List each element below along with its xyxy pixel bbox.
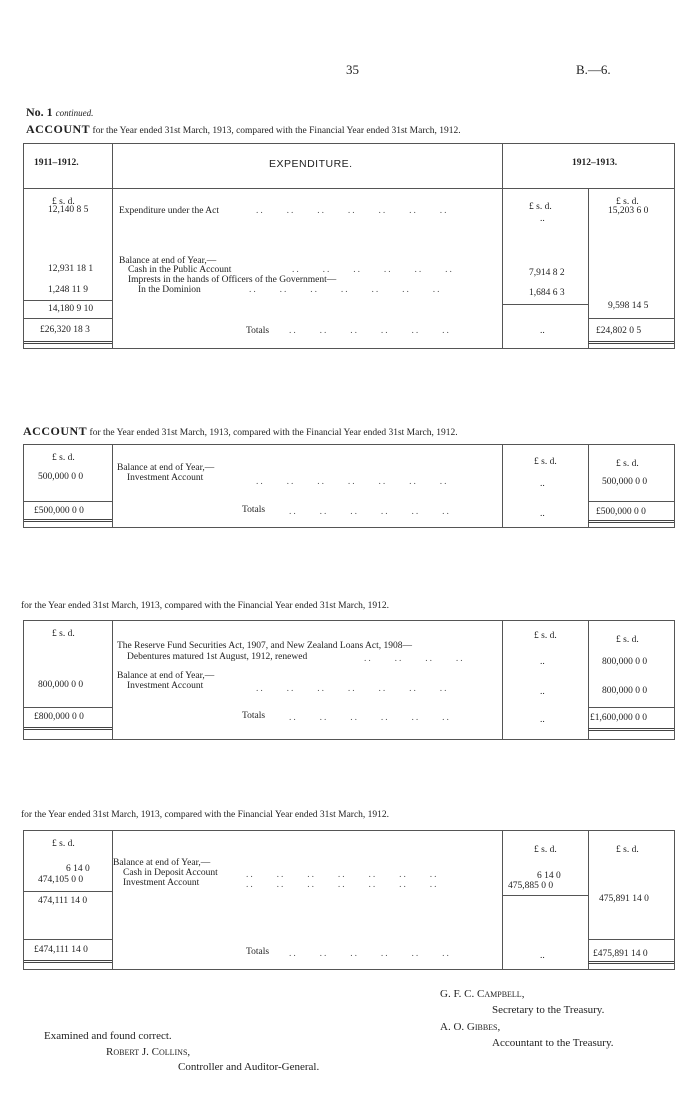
account1-title-text: for the Year ended 31st March, 1913, compared with the Financial Year ended 31st March, 1912. [92,126,461,136]
gibbes-name: A. O. Gibbes, [440,1021,501,1033]
a3-cur-right: £ s. d. [616,635,639,645]
continued-note: continued. [55,108,94,118]
dom-dots: .. .. .. .. .. .. .. [249,285,442,295]
account1-title [26,122,461,137]
account2-word: ACCOUNT [23,424,88,438]
a4-tot-mid: .. [540,951,545,961]
examined-note: Examined and found correct. [44,1030,172,1042]
a2-bal-label: Balance at end of Year,— [117,463,215,473]
a2-tot-right: £500,000 0 0 [596,507,646,517]
campbell-title: Secretary to the Treasury. [492,1004,605,1016]
page-number: 35 [346,62,359,77]
a3-tot-right: £1,600,000 0 0 [590,713,647,723]
a4-sub-right: 475,891 14 0 [599,894,649,904]
col-expenditure: EXPENDITURE. [269,158,353,170]
a3-tot-left: £800,000 0 0 [34,712,84,722]
sub-left: 14,180 9 10 [48,304,94,314]
a2-inv-right: 500,000 0 0 [602,477,648,487]
a4-cur-left: £ s. d. [52,839,75,849]
a3-tot-mid: .. [540,715,545,725]
a2-inv-mid: .. [540,479,545,489]
a2-cur-left: £ s. d. [52,453,75,463]
col-1911-1912: 1911–1912. [34,158,79,168]
campbell-name: G. F. C. Campbell, [440,988,525,1000]
account2-title [23,424,458,439]
a3-inv-left: 800,000 0 0 [38,680,84,690]
gibbes-title: Accountant to the Treasury. [492,1037,614,1049]
document-reference: B.—6. [576,62,611,77]
a2-inv-label: Investment Account [127,473,204,483]
exp-label: Expenditure under the Act [119,206,219,216]
imp-label: Imprests in the hands of Officers of the Government— [128,275,337,285]
a4-tot-left: £474,111 14 0 [34,945,88,955]
exp-right: 15,203 6 0 [608,206,649,216]
a4-inv-label: Investment Account [123,878,200,888]
collins-title: Controller and Auditor-General. [178,1061,320,1073]
collins-name: Robert J. Collins, [106,1046,191,1058]
tot-right: £24,802 0 5 [596,326,642,336]
dom-mid: 1,684 6 3 [529,288,565,298]
dom-left: 1,248 11 9 [48,285,89,295]
a3-deb-right: 800,000 0 0 [602,657,648,667]
account2-table [23,444,675,528]
a2-inv-dots: .. .. .. .. .. .. .. [256,477,449,487]
dom-label: In the Dominion [138,285,201,295]
a3-inv-right: 800,000 0 0 [602,686,648,696]
cur-right: £ s. d. [616,197,639,207]
a4-inv-mid: 475,885 0 0 [508,881,554,891]
a4-cash-label: Cash in Deposit Account [123,868,218,878]
a3-act-label: The Reserve Fund Securities Act, 1907, and New Zealand Loans Act, 1908— [117,641,412,651]
a3-inv-mid: .. [540,687,545,697]
cash-left: 12,931 18 1 [48,264,94,274]
cur-left: £ s. d. [52,197,75,207]
tot-label: Totals [246,326,270,336]
account3-table [23,620,675,740]
account1-word: ACCOUNT [26,122,91,136]
a3-deb-mid: .. [540,657,545,667]
exp-left: 12,140 8 5 [48,205,89,215]
section-label [26,105,93,120]
account3-title: for the Year ended 31st March, 1913, compared with the Financial Year ended 31st March, 1912. [21,601,390,611]
a3-bal-label: Balance at end of Year,— [117,671,215,681]
cash-label: Cash in the Public Account [128,265,232,275]
sub-right: 9,598 14 5 [608,301,649,311]
cash-dots: .. .. .. .. .. .. [292,265,454,275]
a4-cur-mid: £ s. d. [534,845,557,855]
account2-title-text: for the Year ended 31st March, 1913, compared with the Financial Year ended 31st March, 1912. [89,428,458,438]
bal-label: Balance at end of Year,— [119,256,217,266]
a3-cur-mid: £ s. d. [534,631,557,641]
col-1912-1913: 1912–1913. [572,158,618,168]
account4-table [23,830,675,970]
a4-cash-dots: .. .. .. .. .. .. .. [246,870,439,880]
a3-deb-label: Debentures matured 1st August, 1912, renewed [127,652,308,662]
exp-mid: .. [540,214,545,224]
tot-left: £26,320 18 3 [40,325,90,335]
a4-tot-label: Totals [246,947,270,957]
account1-table [23,143,675,349]
a3-cur-left: £ s. d. [52,629,75,639]
a4-bal-label: Balance at end of Year,— [113,858,211,868]
a2-tot-mid: .. [540,509,545,519]
a2-cur-right: £ s. d. [616,459,639,469]
a3-tot-label: Totals [242,711,266,721]
a4-inv-left: 474,105 0 0 [38,875,84,885]
account4-title: for the Year ended 31st March, 1913, compared with the Financial Year ended 31st March, 1912. [21,810,390,820]
a3-inv-label: Investment Account [127,681,204,691]
a3-inv-dots: .. .. .. .. .. .. .. [256,684,449,694]
a4-cash-left: 6 14 0 [66,864,90,874]
a2-inv-left: 500,000 0 0 [38,472,84,482]
exp-dots: .. .. .. .. .. .. .. [256,206,449,216]
cash-mid: 7,914 8 2 [529,268,565,278]
a4-sub-left: 474,111 14 0 [38,896,88,906]
a3-tot-dots: .. .. .. .. .. .. [289,713,451,723]
a2-tot-dots: .. .. .. .. .. .. [289,507,451,517]
a2-tot-label: Totals [242,505,266,515]
a2-cur-mid: £ s. d. [534,457,557,467]
tot-mid: .. [540,326,545,336]
a4-tot-right: £475,891 14 0 [593,949,648,959]
section-number: No. 1 [26,105,53,119]
a2-tot-left: £500,000 0 0 [34,506,84,516]
cur-mid: £ s. d. [529,202,552,212]
a3-deb-dots: .. .. .. .. [364,654,465,664]
a4-cur-right: £ s. d. [616,845,639,855]
a4-cash-mid: 6 14 0 [537,871,561,881]
a4-tot-dots: .. .. .. .. .. .. [289,949,451,959]
a4-inv-dots: .. .. .. .. .. .. .. [246,880,439,890]
tot-dots: .. .. .. .. .. .. [289,326,451,336]
